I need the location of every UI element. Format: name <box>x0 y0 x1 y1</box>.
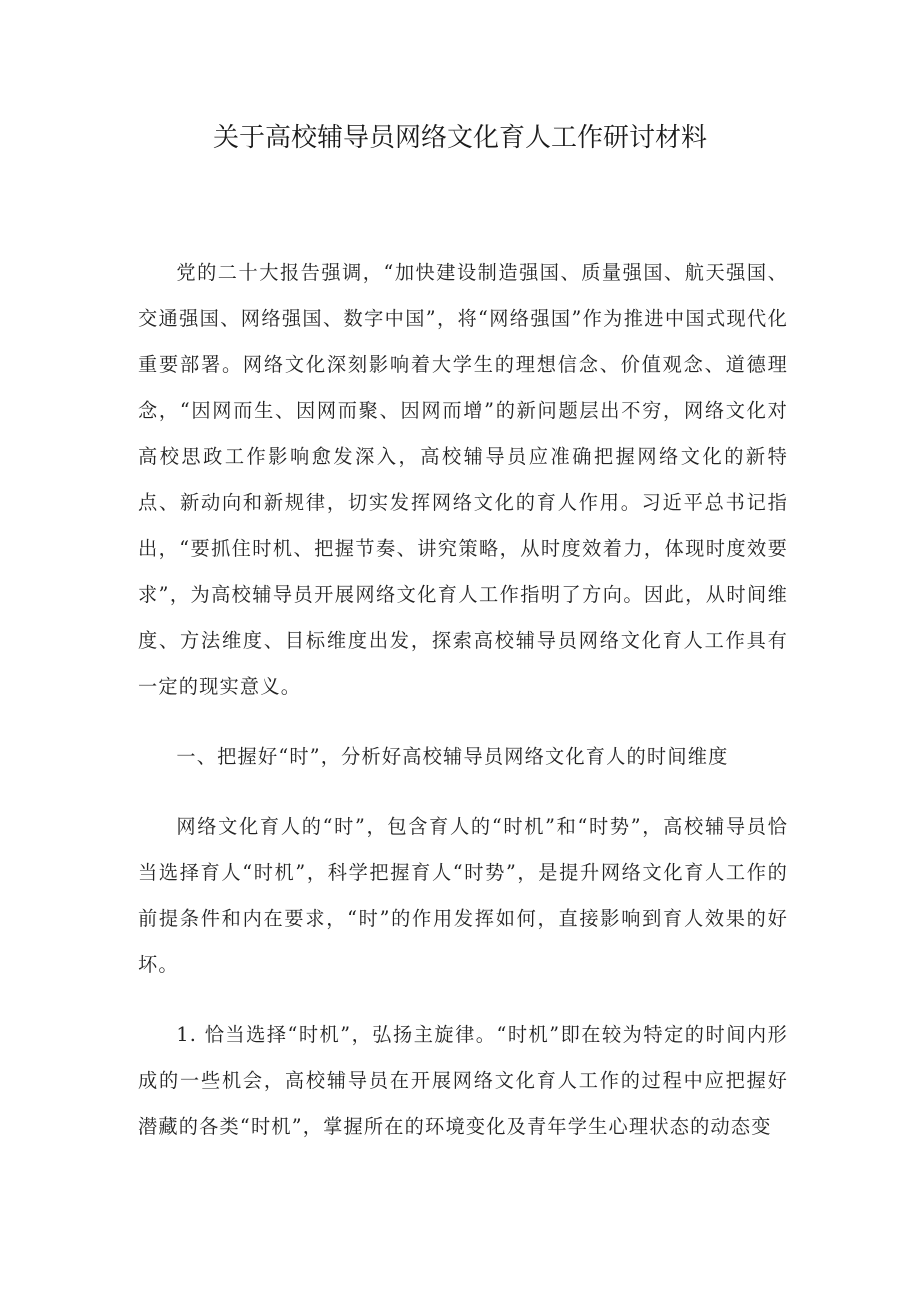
section-heading-1: 一、把握好“时”，分析好高校辅导员网络文化育人的时间维度 <box>176 745 729 768</box>
document-title: 关于高校辅导员网络文化育人工作研讨材料 <box>212 123 707 153</box>
section-1-paragraph: 网络文化育人的“时”，包含育人的“时机”和“时势”，高校辅导员恰当选择育人“时机”，科学把握育人“时势”，是提升网络文化育人工作的前提条件和内在要求，“时”的作用发挥如何，直接影响到育人效果的好坏。 <box>138 815 788 976</box>
document-body <box>138 250 788 1150</box>
subsection-1-paragraph: 1. 恰当选择“时机”，弘扬主旋律。“时机”即在较为特定的时间内形成的一些机会，高校辅导员在开展网络文化育人工作的过程中应把握好潜藏的各类“时机”，掌握所在的环境变化及青年学生心理状态的动态变 <box>138 1023 788 1138</box>
intro-paragraph: 党的二十大报告强调，“加快建设制造强国、质量强国、航天强国、交通强国、网络强国、数字中国”，将“网络强国”作为推进中国式现代化重要部署。网络文化深刻影响着大学生的理想信念、价值观念、道德理念，“因网而生、因网而聚、因网而增”的新问题层出不穷，网络文化对高校思政工作影响愈发深入，高校辅导员应准确把握网络文化的新特点、新动向和新规律，切实发挥网络文化的育人作用。习近平总书记指出，“要抓住时机、把握节奏、讲究策略，从时度效着力，体现时度效要求”，为高校辅导员开展网络文化育人工作指明了方向。因此，从时间维度、方法维度、目标维度出发，探索高校辅导员网络文化育人工作具有一定的现实意义。 <box>138 261 788 698</box>
